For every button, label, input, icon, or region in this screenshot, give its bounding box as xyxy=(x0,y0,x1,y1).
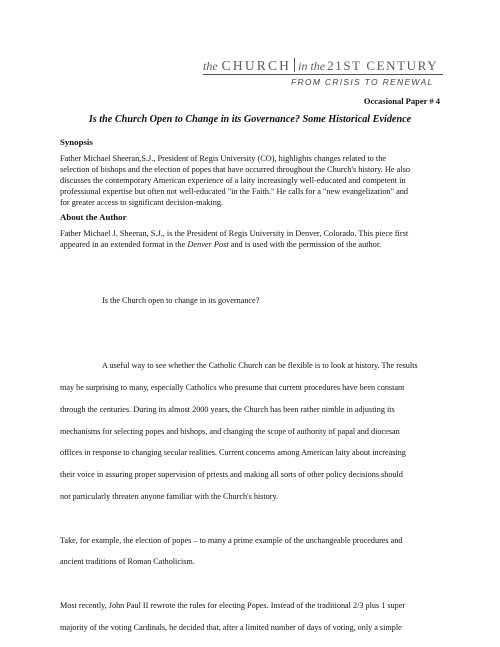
body-line: through the centuries. During its almost 2000 years, the Church has been rather nimble in adjusting its xyxy=(60,405,395,414)
about-line xyxy=(60,239,446,250)
body-line: ancient traditions of Roman Catholicism. xyxy=(60,557,195,566)
body-line: mechanisms for selecting popes and bishops, and changing the scope of authority of papal and diocesan xyxy=(60,427,400,436)
synopsis-line: Father Michael Sheeran,S.J., President of Regis University (CO), highlights changes related to the xyxy=(60,154,387,163)
body-question: Is the Church open to change in its governance? xyxy=(102,296,260,305)
about-line2-post: and is used with the permission of the author. xyxy=(228,240,382,249)
body-line: may be surprising to many, especially Catholics who presume that current procedures have been constant xyxy=(60,383,405,392)
document-title: Is the Church Open to Change in its Governance? Some Historical Evidence xyxy=(88,114,412,125)
logo-divider xyxy=(294,58,295,72)
logo-rule xyxy=(203,74,443,75)
synopsis-text xyxy=(60,153,446,208)
paper-number: Occasional Paper # 4 xyxy=(363,96,440,106)
synopsis-line: discusses the contemporary American experience of a laity increasingly well-educated and competent in xyxy=(60,176,406,185)
about-line: Father Michael J. Sheeran, S.J., is the President of Regis University in Denver, Colorado. This piece first xyxy=(60,229,409,238)
publication-name: Denver Post xyxy=(187,240,229,249)
about-text xyxy=(60,228,446,250)
logo-in-the: in the xyxy=(298,59,326,73)
body-line: offices in response to changing secular realities. Current concerns among American laity about increasing xyxy=(60,448,406,457)
logo-church: CHURCH xyxy=(221,58,292,73)
synopsis-line: professional expertise but often not well-educated "in the Faith." He calls for a "new evangelization" and xyxy=(60,187,409,196)
body-line: their voice in assuring proper supervision of priests and making all sorts of other policy decisions should xyxy=(60,470,403,479)
logo-tagline: FROM CRISIS TO RENEWAL xyxy=(291,77,434,87)
synopsis-heading: Synopsis xyxy=(60,137,93,147)
logo xyxy=(203,58,443,92)
body-line: majority of the voting Cardinals, he decided that, after a limited number of days of voting, only a simple xyxy=(60,623,402,632)
about-line2-pre: appeared in an extended format in the xyxy=(60,240,188,249)
logo-century: 21ST CENTURY xyxy=(327,58,439,73)
body-line: not particularly threaten anyone familiar with the Church's history. xyxy=(60,492,279,501)
body-line: Most recently, John Paul II rewrote the rules for electing Popes. Instead of the traditional 2/3 plus 1 super xyxy=(60,601,406,610)
synopsis-line: selection of bishops and the election of popes that have occurred throughout the Church's history. He also xyxy=(60,165,411,174)
synopsis-line: for greater access to significant decision-making. xyxy=(60,198,224,207)
body-line: Take, for example, the election of popes – to many a prime example of the unchangeable procedures and xyxy=(60,536,403,545)
body-line: A useful way to see whether the Catholic Church can be flexible is to look at history. The results xyxy=(102,361,418,370)
logo-the: the xyxy=(203,59,218,73)
about-heading: About the Author xyxy=(60,212,127,222)
